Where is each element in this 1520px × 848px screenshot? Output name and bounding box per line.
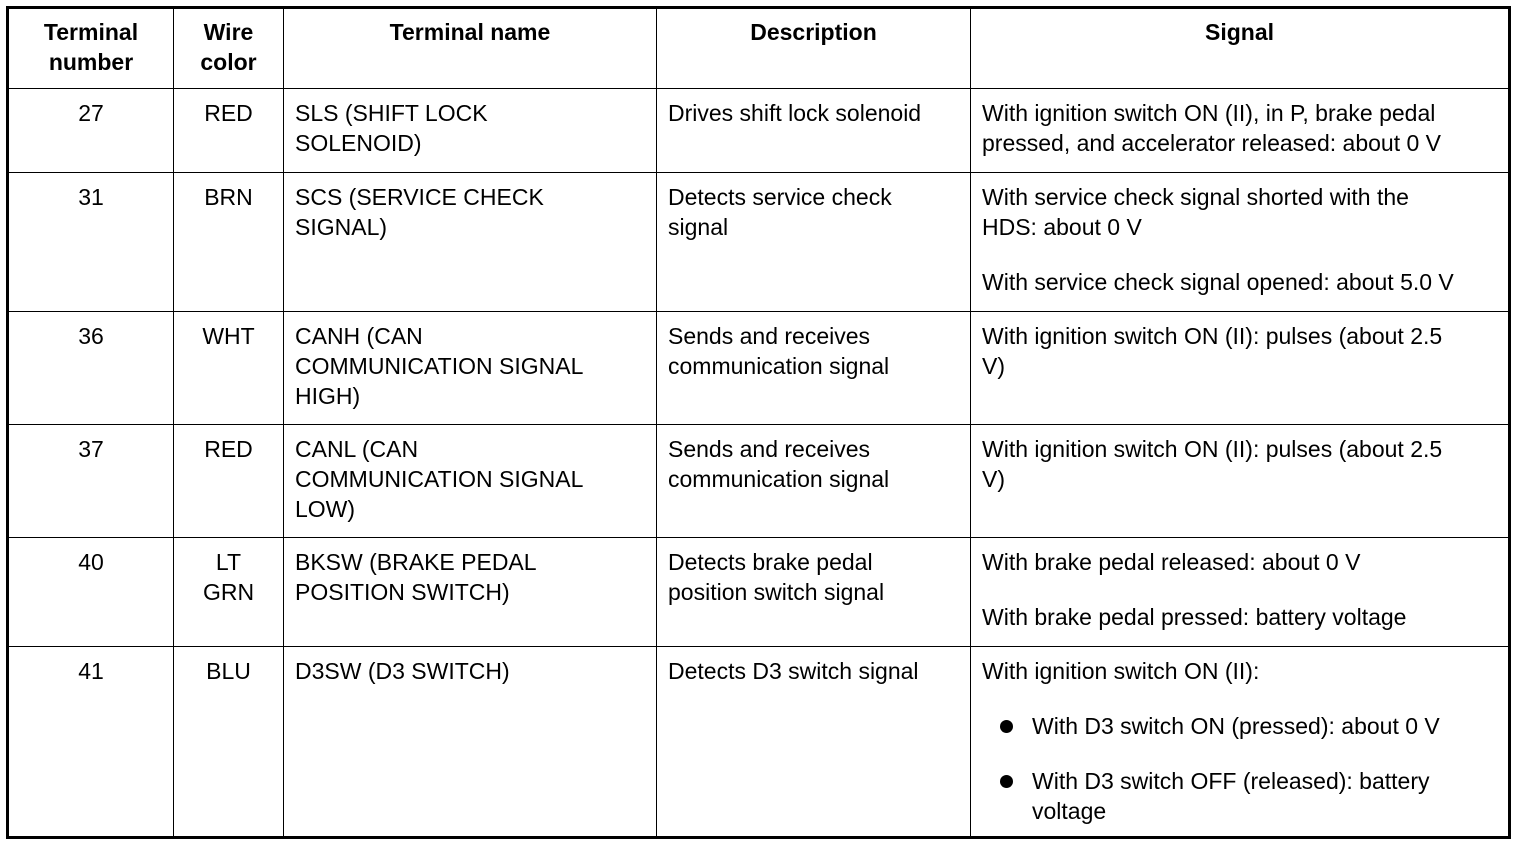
description-cell: Sends and receives communication signal xyxy=(657,425,971,538)
wire-color-cell: BRN xyxy=(174,173,284,312)
signal-cell: With ignition switch ON (II): pulses (about 2.5 V) xyxy=(971,312,1510,425)
signal-paragraph: With brake pedal released: about 0 V xyxy=(982,549,1361,575)
terminal-number-cell: 40 xyxy=(8,538,174,647)
bullet-icon xyxy=(1000,775,1013,788)
terminal-number-cell: 41 xyxy=(8,647,174,838)
list-item: With D3 switch ON (pressed): about 0 V xyxy=(982,711,1497,741)
signal-cell: With ignition switch ON (II): pulses (about 2.5 V) xyxy=(971,425,1510,538)
header-row xyxy=(8,8,1510,89)
terminal-name-cell: CANL (CAN COMMUNICATION SIGNAL LOW) xyxy=(284,425,657,538)
signal-paragraph: With brake pedal pressed: battery voltage xyxy=(982,604,1407,630)
header-terminal-number: Terminal number xyxy=(8,8,174,89)
signal-cell: With ignition switch ON (II), in P, brake pedal pressed, and accelerator released: about 0 V xyxy=(971,89,1510,173)
description-cell: Detects service check signal xyxy=(657,173,971,312)
bullet-icon xyxy=(1000,720,1013,733)
terminal-name-cell: SCS (SERVICE CHECK SIGNAL) xyxy=(284,173,657,312)
table-row xyxy=(8,89,1510,173)
header-wire-color: Wire color xyxy=(174,8,284,89)
wire-color-cell: WHT xyxy=(174,312,284,425)
signal-bullet-list xyxy=(982,711,1497,826)
description-cell: Detects brake pedal position switch signal xyxy=(657,538,971,647)
table-row xyxy=(8,538,1510,647)
terminal-name-cell: SLS (SHIFT LOCK SOLENOID) xyxy=(284,89,657,173)
table-row xyxy=(8,312,1510,425)
terminal-number-cell: 36 xyxy=(8,312,174,425)
wire-color-cell: RED xyxy=(174,89,284,173)
signal-cell xyxy=(971,173,1510,312)
terminal-name-cell: BKSW (BRAKE PEDAL POSITION SWITCH) xyxy=(284,538,657,647)
signal-cell xyxy=(971,538,1510,647)
terminal-name-cell: CANH (CAN COMMUNICATION SIGNAL HIGH) xyxy=(284,312,657,425)
table-row xyxy=(8,425,1510,538)
terminal-number-cell: 27 xyxy=(8,89,174,173)
signal-paragraph: With service check signal shorted with the HDS: about 0 V xyxy=(982,184,1409,240)
signal-paragraph: With service check signal opened: about 5.0 V xyxy=(982,269,1454,295)
header-terminal-name: Terminal name xyxy=(284,8,657,89)
terminal-name-cell: D3SW (D3 SWITCH) xyxy=(284,647,657,838)
signal-cell xyxy=(971,647,1510,838)
description-cell: Detects D3 switch signal xyxy=(657,647,971,838)
table-row xyxy=(8,647,1510,838)
terminal-number-cell: 31 xyxy=(8,173,174,312)
terminal-table xyxy=(6,6,1511,839)
header-description: Description xyxy=(657,8,971,89)
signal-intro: With ignition switch ON (II): xyxy=(982,658,1260,684)
description-cell: Sends and receives communication signal xyxy=(657,312,971,425)
wire-color-cell: LT GRN xyxy=(174,538,284,647)
table-row xyxy=(8,173,1510,312)
list-item: With D3 switch OFF (released): battery voltage xyxy=(982,766,1497,826)
header-signal: Signal xyxy=(971,8,1510,89)
description-cell: Drives shift lock solenoid xyxy=(657,89,971,173)
wire-color-cell: RED xyxy=(174,425,284,538)
terminal-number-cell: 37 xyxy=(8,425,174,538)
wire-color-cell: BLU xyxy=(174,647,284,838)
